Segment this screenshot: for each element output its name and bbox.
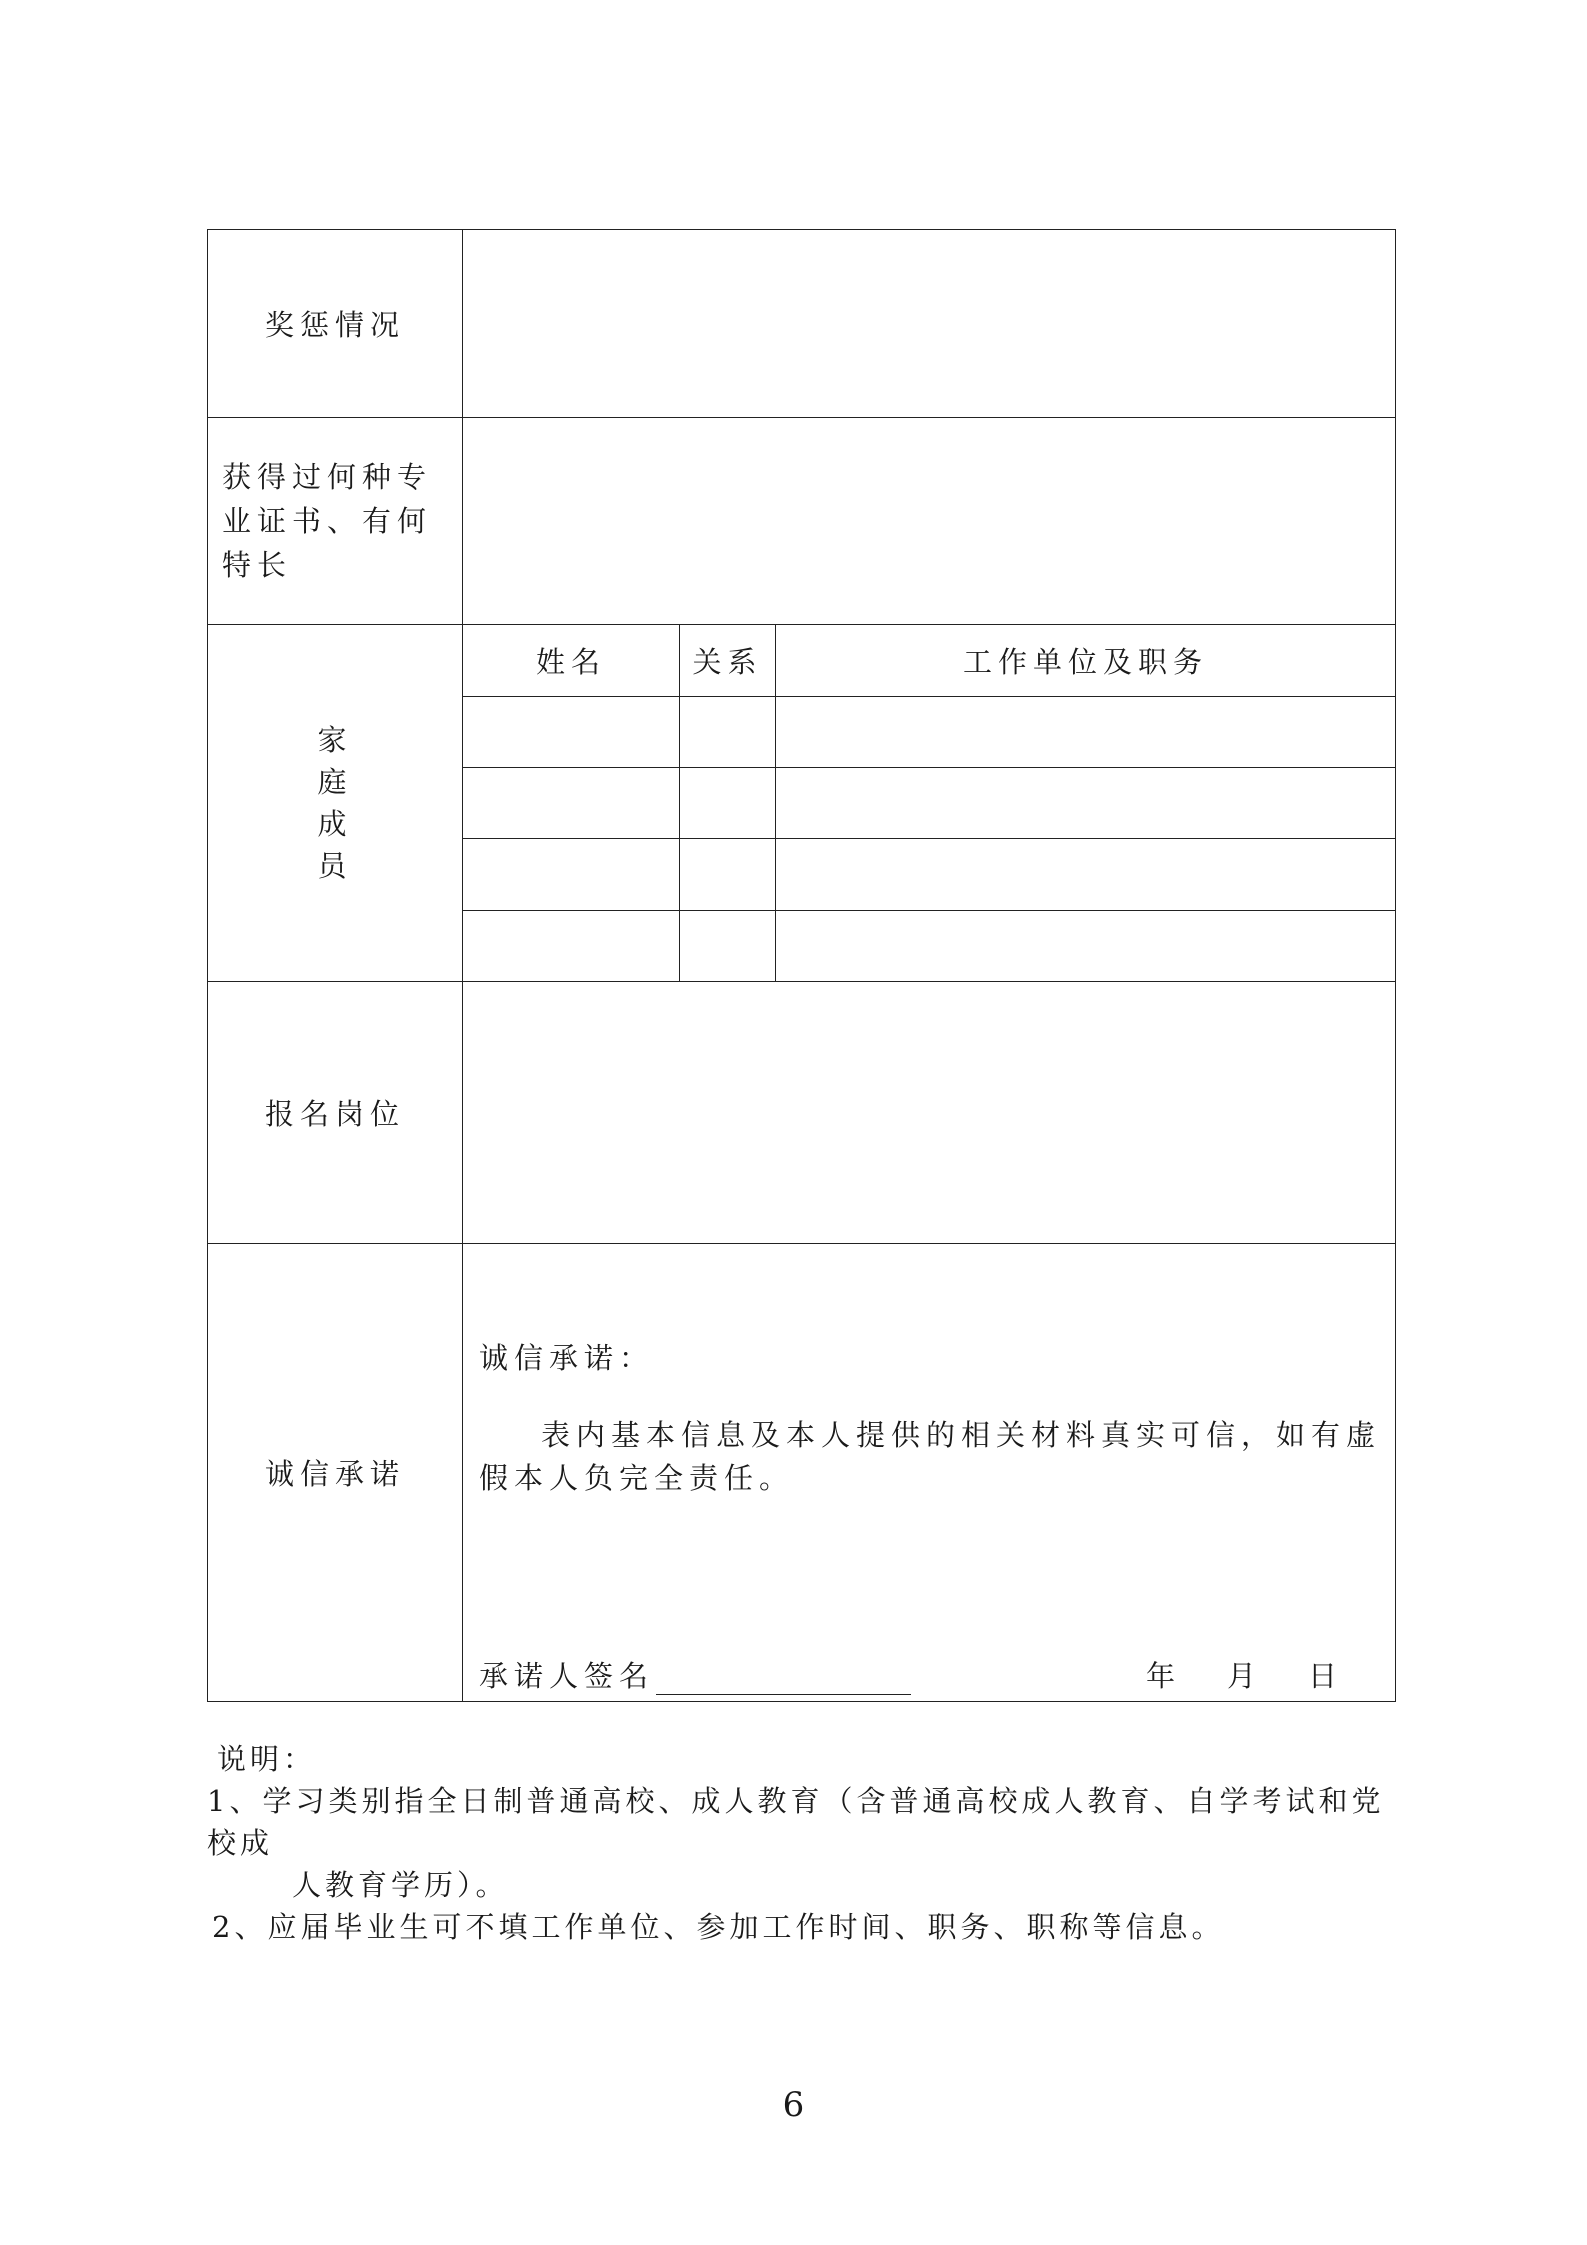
awards-row bbox=[208, 230, 1396, 418]
family-employer-cell[interactable] bbox=[776, 768, 1396, 839]
family-label-char: 家 bbox=[317, 723, 353, 757]
family-label-char: 员 bbox=[317, 849, 353, 883]
family-relation-cell[interactable] bbox=[680, 839, 776, 911]
applied-position-field[interactable] bbox=[463, 982, 1396, 1244]
family-label-char: 成 bbox=[317, 807, 353, 841]
pledge-heading: 诚信承诺： bbox=[479, 1341, 655, 1375]
date-month: 月 bbox=[1227, 1659, 1263, 1693]
certificates-row bbox=[208, 418, 1396, 625]
date-year: 年 bbox=[1146, 1659, 1182, 1693]
family-header-row bbox=[208, 625, 1396, 697]
notes-item-1-continued: 人教育学历）。 bbox=[292, 1868, 509, 1902]
family-members-label bbox=[208, 625, 463, 982]
pledge-text: 表内基本信息及本人提供的相关材料真实可信，如有虚假本人负完全责任。 bbox=[479, 1418, 1382, 1495]
family-employer-cell[interactable] bbox=[776, 839, 1396, 911]
integrity-pledge-row bbox=[208, 1244, 1396, 1702]
family-header-relation: 关系 bbox=[680, 625, 776, 697]
family-header-name: 姓名 bbox=[463, 625, 680, 697]
family-name-cell[interactable] bbox=[463, 911, 680, 982]
awards-label: 奖惩情况 bbox=[208, 230, 463, 418]
signature-label: 承诺人签名 bbox=[479, 1659, 655, 1693]
signature-row bbox=[479, 1654, 1381, 1695]
family-employer-cell[interactable] bbox=[776, 697, 1396, 768]
integrity-label: 诚信承诺 bbox=[208, 1244, 463, 1702]
applied-position-label: 报名岗位 bbox=[208, 982, 463, 1244]
notes-item-2: 2、应届毕业生可不填工作单位、参加工作时间、职务、职称等信息。 bbox=[212, 1910, 1225, 1944]
family-employer-cell[interactable] bbox=[776, 911, 1396, 982]
family-relation-cell[interactable] bbox=[680, 697, 776, 768]
notes-heading: 说明： bbox=[217, 1742, 317, 1776]
certificates-field[interactable] bbox=[463, 418, 1396, 625]
family-relation-cell[interactable] bbox=[680, 911, 776, 982]
family-label-char: 庭 bbox=[317, 765, 353, 799]
notes-item-1: 1、学习类别指全日制普通高校、成人教育（含普通高校成人教育、自学考试和党校成 bbox=[207, 1784, 1385, 1860]
family-name-cell[interactable] bbox=[463, 768, 680, 839]
pledge-content bbox=[463, 1244, 1395, 1700]
page-number: 6 bbox=[782, 2085, 805, 2125]
family-header-employer: 工作单位及职务 bbox=[776, 625, 1396, 697]
applied-position-row bbox=[208, 982, 1396, 1244]
pledge-field bbox=[463, 1244, 1396, 1702]
awards-field[interactable] bbox=[463, 230, 1396, 418]
certificates-label: 获得过何种专业证书、有何特长 bbox=[208, 418, 463, 625]
application-form-table bbox=[207, 229, 1396, 1702]
family-name-cell[interactable] bbox=[463, 839, 680, 911]
notes-section bbox=[207, 1738, 1407, 1948]
date-day: 日 bbox=[1308, 1659, 1344, 1693]
signature-line[interactable] bbox=[656, 1664, 911, 1695]
family-name-cell[interactable] bbox=[463, 697, 680, 768]
family-relation-cell[interactable] bbox=[680, 768, 776, 839]
